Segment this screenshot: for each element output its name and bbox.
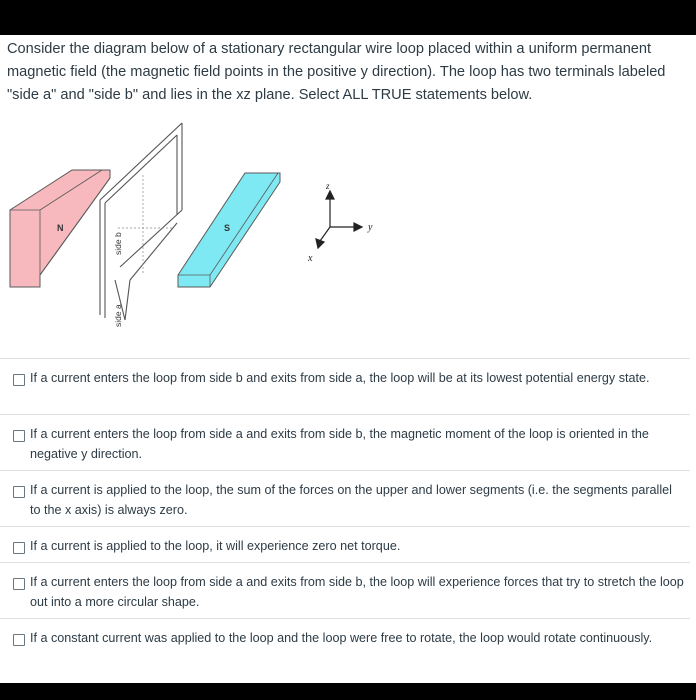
bottom-black-bar [0, 683, 696, 700]
answer-text: If a constant current was applied to the loop and the loop were free to rotate, the loop would rotate continuously. [30, 631, 653, 645]
loop-dashed-axes [118, 175, 172, 275]
answer-text: If a current is applied to the loop, the sum of the forces on the upper and lower segments (i.e. the segments parallel to the x axis) is always zero. [30, 483, 672, 517]
answer-text: If a current is applied to the loop, it will experience zero net torque. [30, 539, 401, 553]
top-black-bar [0, 0, 696, 35]
answer-text: If a current enters the loop from side b and exits from side a, the loop will be at its lowest potential energy state. [30, 371, 650, 385]
side-a-label: side a [113, 304, 123, 327]
question-text: Consider the diagram below of a stationary rectangular wire loop placed within a uniform permanent magnetic field (the magnetic field points in the positive y direction). The loop has two terminals labeled "side a" and "side b" and lies in the xz plane. Select ALL TRUE statements below. [7, 41, 666, 103]
answer-option-4[interactable] [0, 526, 690, 563]
answer-option-2[interactable] [0, 414, 690, 471]
answer-text: If a current enters the loop from side a and exits from side b, the magnetic moment of the loop is oriented in the negative y direction. [30, 427, 649, 461]
checkbox[interactable] [13, 542, 25, 554]
answer-option-5[interactable] [0, 562, 690, 619]
checkbox[interactable] [13, 430, 25, 442]
checkbox[interactable] [13, 634, 25, 646]
checkbox[interactable] [13, 486, 25, 498]
north-label: N [57, 223, 64, 233]
answer-option-6[interactable] [0, 618, 690, 675]
wire-loop [100, 123, 182, 320]
axis-z-label: z [326, 181, 330, 191]
side-b-label: side b [113, 232, 123, 255]
axis-x-label: x [308, 253, 313, 264]
answer-option-3[interactable] [0, 470, 690, 527]
axis-y-label: y [368, 222, 373, 233]
magnet-loop-diagram [0, 115, 400, 345]
coordinate-axes [316, 191, 362, 248]
answer-text: If a current enters the loop from side a and exits from side b, the loop will experience forces that try to stretch the loop out into a more circular shape. [30, 575, 684, 609]
answer-option-1[interactable] [0, 358, 690, 415]
checkbox[interactable] [13, 578, 25, 590]
south-label: S [224, 223, 231, 233]
checkbox[interactable] [13, 374, 25, 386]
